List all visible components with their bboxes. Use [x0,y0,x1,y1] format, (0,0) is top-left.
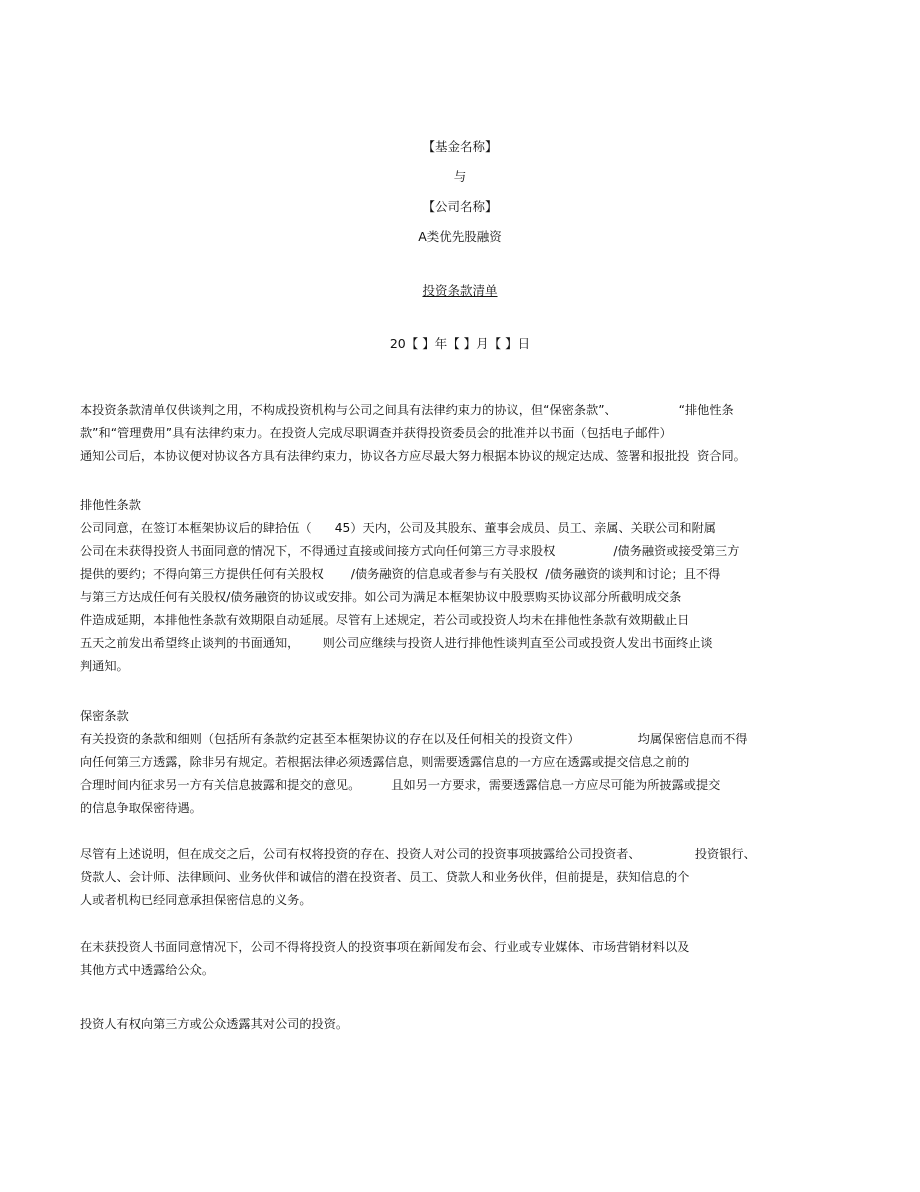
investor-disclosure-line: 投资人有权向第三方或公众透露其对公司的投资。 [80,1017,349,1031]
notwithstanding-line: 尽管有上述说明，但在成交之后，公司有权将投资的存在、投资人对公司的投资事项披露给公司投资者、 投资银行、 [80,847,756,861]
conjunction-and: 与 [453,169,467,184]
confidentiality-line: 有关投资的条款和细则（包括所有条款约定甚至本框架协议的存在以及任何相关的投资文件） 均属保密信息而不得 [80,732,748,746]
intro-line: 款”和“管理费用”具有法律约束力。在投资人完成尽职调查并获得投资委员会的批准并以书面（包括电子邮件） [80,426,672,440]
exclusivity-line: 五天之前发出希望终止谈判的书面通知， 则公司应继续与投资人进行排他性谈判直至公司或投资人发出书面终止谈 [80,636,713,650]
exclusivity-heading: 排他性条款 [80,498,141,512]
document-title: 投资条款清单 [422,283,498,298]
exclusivity-line: 件造成延期，本排他性条款有效期限自动延展。尽管有上述规定，若公司或投资人均未在排他性条款有效期截止日 [80,613,690,627]
confidentiality-line: 合理时间内征求另一方有关信息披露和提交的意见。 且如另一方要求，需要透露信息一方应尽可能为所披露或提交 [80,778,721,792]
exclusivity-line: 与第三方达成任何有关股权/债务融资的协议或安排。如公司为满足本框架协议中股票购买协议部分所截明成交条 [80,590,682,604]
public-disclosure-paragraph [80,936,820,982]
confidentiality-section [80,705,820,820]
notwithstanding-line: 贷款人、会计师、法律顾问、业务伙伴和诚信的潜在投资者、员工、贷款人和业务伙伴，但前提是，获知信息的个 [80,870,690,884]
exclusivity-section [80,494,820,678]
investor-disclosure-paragraph [80,1013,820,1036]
document-date: 20【 】年【 】月【 】日 [389,336,531,351]
public-disclosure-line: 其他方式中透露给公众。 [80,963,215,977]
intro-paragraph [80,399,820,468]
fund-name: 【基金名称】 [422,139,498,154]
exclusivity-line: 判通知。 [80,659,129,673]
exclusivity-line: 公司同意，在签订本框架协议后的肆拾伍（ 45）天内，公司及其股东、董事会成员、员工、亲属、关联公司和附属 [80,521,716,535]
notwithstanding-line: 人或者机构已经同意承担保密信息的义务。 [80,893,312,907]
company-name: 【公司名称】 [422,199,498,214]
financing-type: A类优先股融资 [418,229,502,244]
exclusivity-line: 提供的要约；不得向第三方提供任何有关股权 /债务融资的信息或者参与有关股权 /债务融资的谈判和讨论；且不得 [80,567,721,581]
notwithstanding-paragraph [80,843,820,912]
intro-line: 本投资条款清单仅供谈判之用，不构成投资机构与公司之间具有法律约束力的协议，但“保密条款”、 “排他性条 [80,403,734,417]
exclusivity-line: 公司在未获得投资人书面同意的情况下，不得通过直接或间接方式向任何第三方寻求股权 /债务融资或接受第三方 [80,544,740,558]
confidentiality-line: 向任何第三方透露，除非另有规定。若根据法律必须透露信息，则需要透露信息的一方应在透露或提交信息之前的 [80,755,690,769]
confidentiality-heading: 保密条款 [80,709,129,723]
public-disclosure-line: 在未获投资人书面同意情况下，公司不得将投资人的投资事项在新闻发布会、行业或专业媒体、市场营销材料以及 [80,940,690,954]
intro-line: 通知公司后，本协议便对协议各方具有法律约束力，协议各方应尽最大努力根据本协议的规定达成、签署和报批投 资合同。 [80,449,746,463]
confidentiality-line: 的信息争取保密待遇。 [80,801,202,815]
